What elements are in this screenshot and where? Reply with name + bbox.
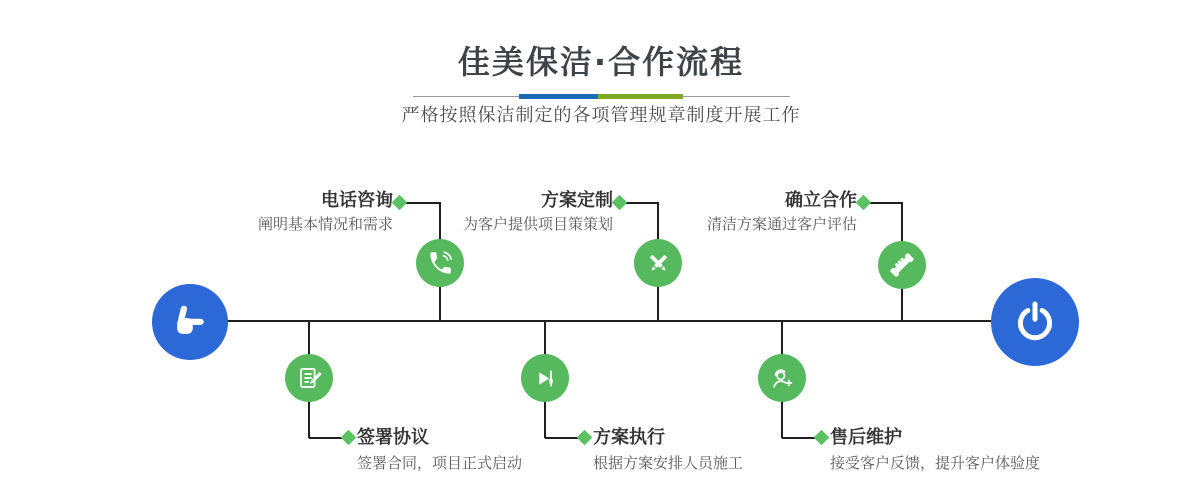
step-title-execute: 方案执行 [593, 427, 665, 448]
step-label-sign [357, 427, 522, 473]
step-title-consult: 电话咨询 [321, 190, 393, 211]
step-circle-execute [521, 354, 569, 402]
step-label-consult [258, 190, 393, 234]
timeline-line [226, 320, 991, 322]
title-divider [413, 94, 790, 99]
phone-icon [427, 250, 454, 277]
play-slider-icon [532, 365, 559, 392]
step-circle-consult [416, 239, 464, 287]
divider-accent-green [598, 94, 683, 99]
document-edit-icon [296, 365, 323, 392]
connector-diamond-aftersales [814, 430, 830, 446]
divider-accent [519, 94, 683, 99]
step-title-plan: 方案定制 [541, 190, 613, 211]
connector-diamond-consult [392, 195, 408, 211]
step-desc-sign: 签署合同，项目正式启动 [357, 454, 523, 472]
step-label-aftersales [830, 427, 1040, 473]
step-desc-consult: 阐明基本情况和需求 [257, 215, 393, 233]
step-desc-execute: 根据方案安排人员施工 [593, 454, 744, 472]
step-desc-aftersales: 接受客户反馈，提升客户体验度 [830, 454, 1041, 472]
step-label-execute [593, 427, 743, 473]
connector-diamond-plan [612, 195, 628, 211]
step-label-cooperate [707, 190, 857, 234]
connector-diamond-cooperate [856, 195, 872, 211]
step-title-aftersales: 售后维护 [830, 427, 902, 448]
handshake-icon [888, 251, 916, 279]
step-circle-plan [634, 239, 682, 287]
step-title-sign: 签署协议 [357, 427, 429, 448]
step-circle-cooperate [878, 241, 926, 289]
page-title: 佳美保洁·合作流程 [457, 43, 745, 81]
connector-diamond-sign [341, 430, 357, 446]
step-desc-cooperate: 清洁方案通过客户评估 [706, 215, 857, 233]
step-desc-plan: 为客户提供项目策策划 [462, 215, 613, 233]
end-terminal [991, 278, 1079, 366]
step-title-cooperate: 确立合作 [785, 190, 857, 211]
power-icon [1011, 298, 1059, 346]
headset-plus-icon [769, 365, 796, 392]
start-terminal [152, 284, 228, 360]
page-subtitle: 严格按照保洁制定的各项管理规章制度开展工作 [401, 105, 801, 126]
step-circle-aftersales [758, 354, 806, 402]
connector-diamond-execute [577, 430, 593, 446]
divider-accent-blue [519, 94, 598, 99]
pointing-hand-icon [168, 300, 212, 344]
step-label-plan [463, 190, 613, 234]
step-circle-sign [285, 354, 333, 402]
design-pencils-icon [645, 250, 672, 277]
